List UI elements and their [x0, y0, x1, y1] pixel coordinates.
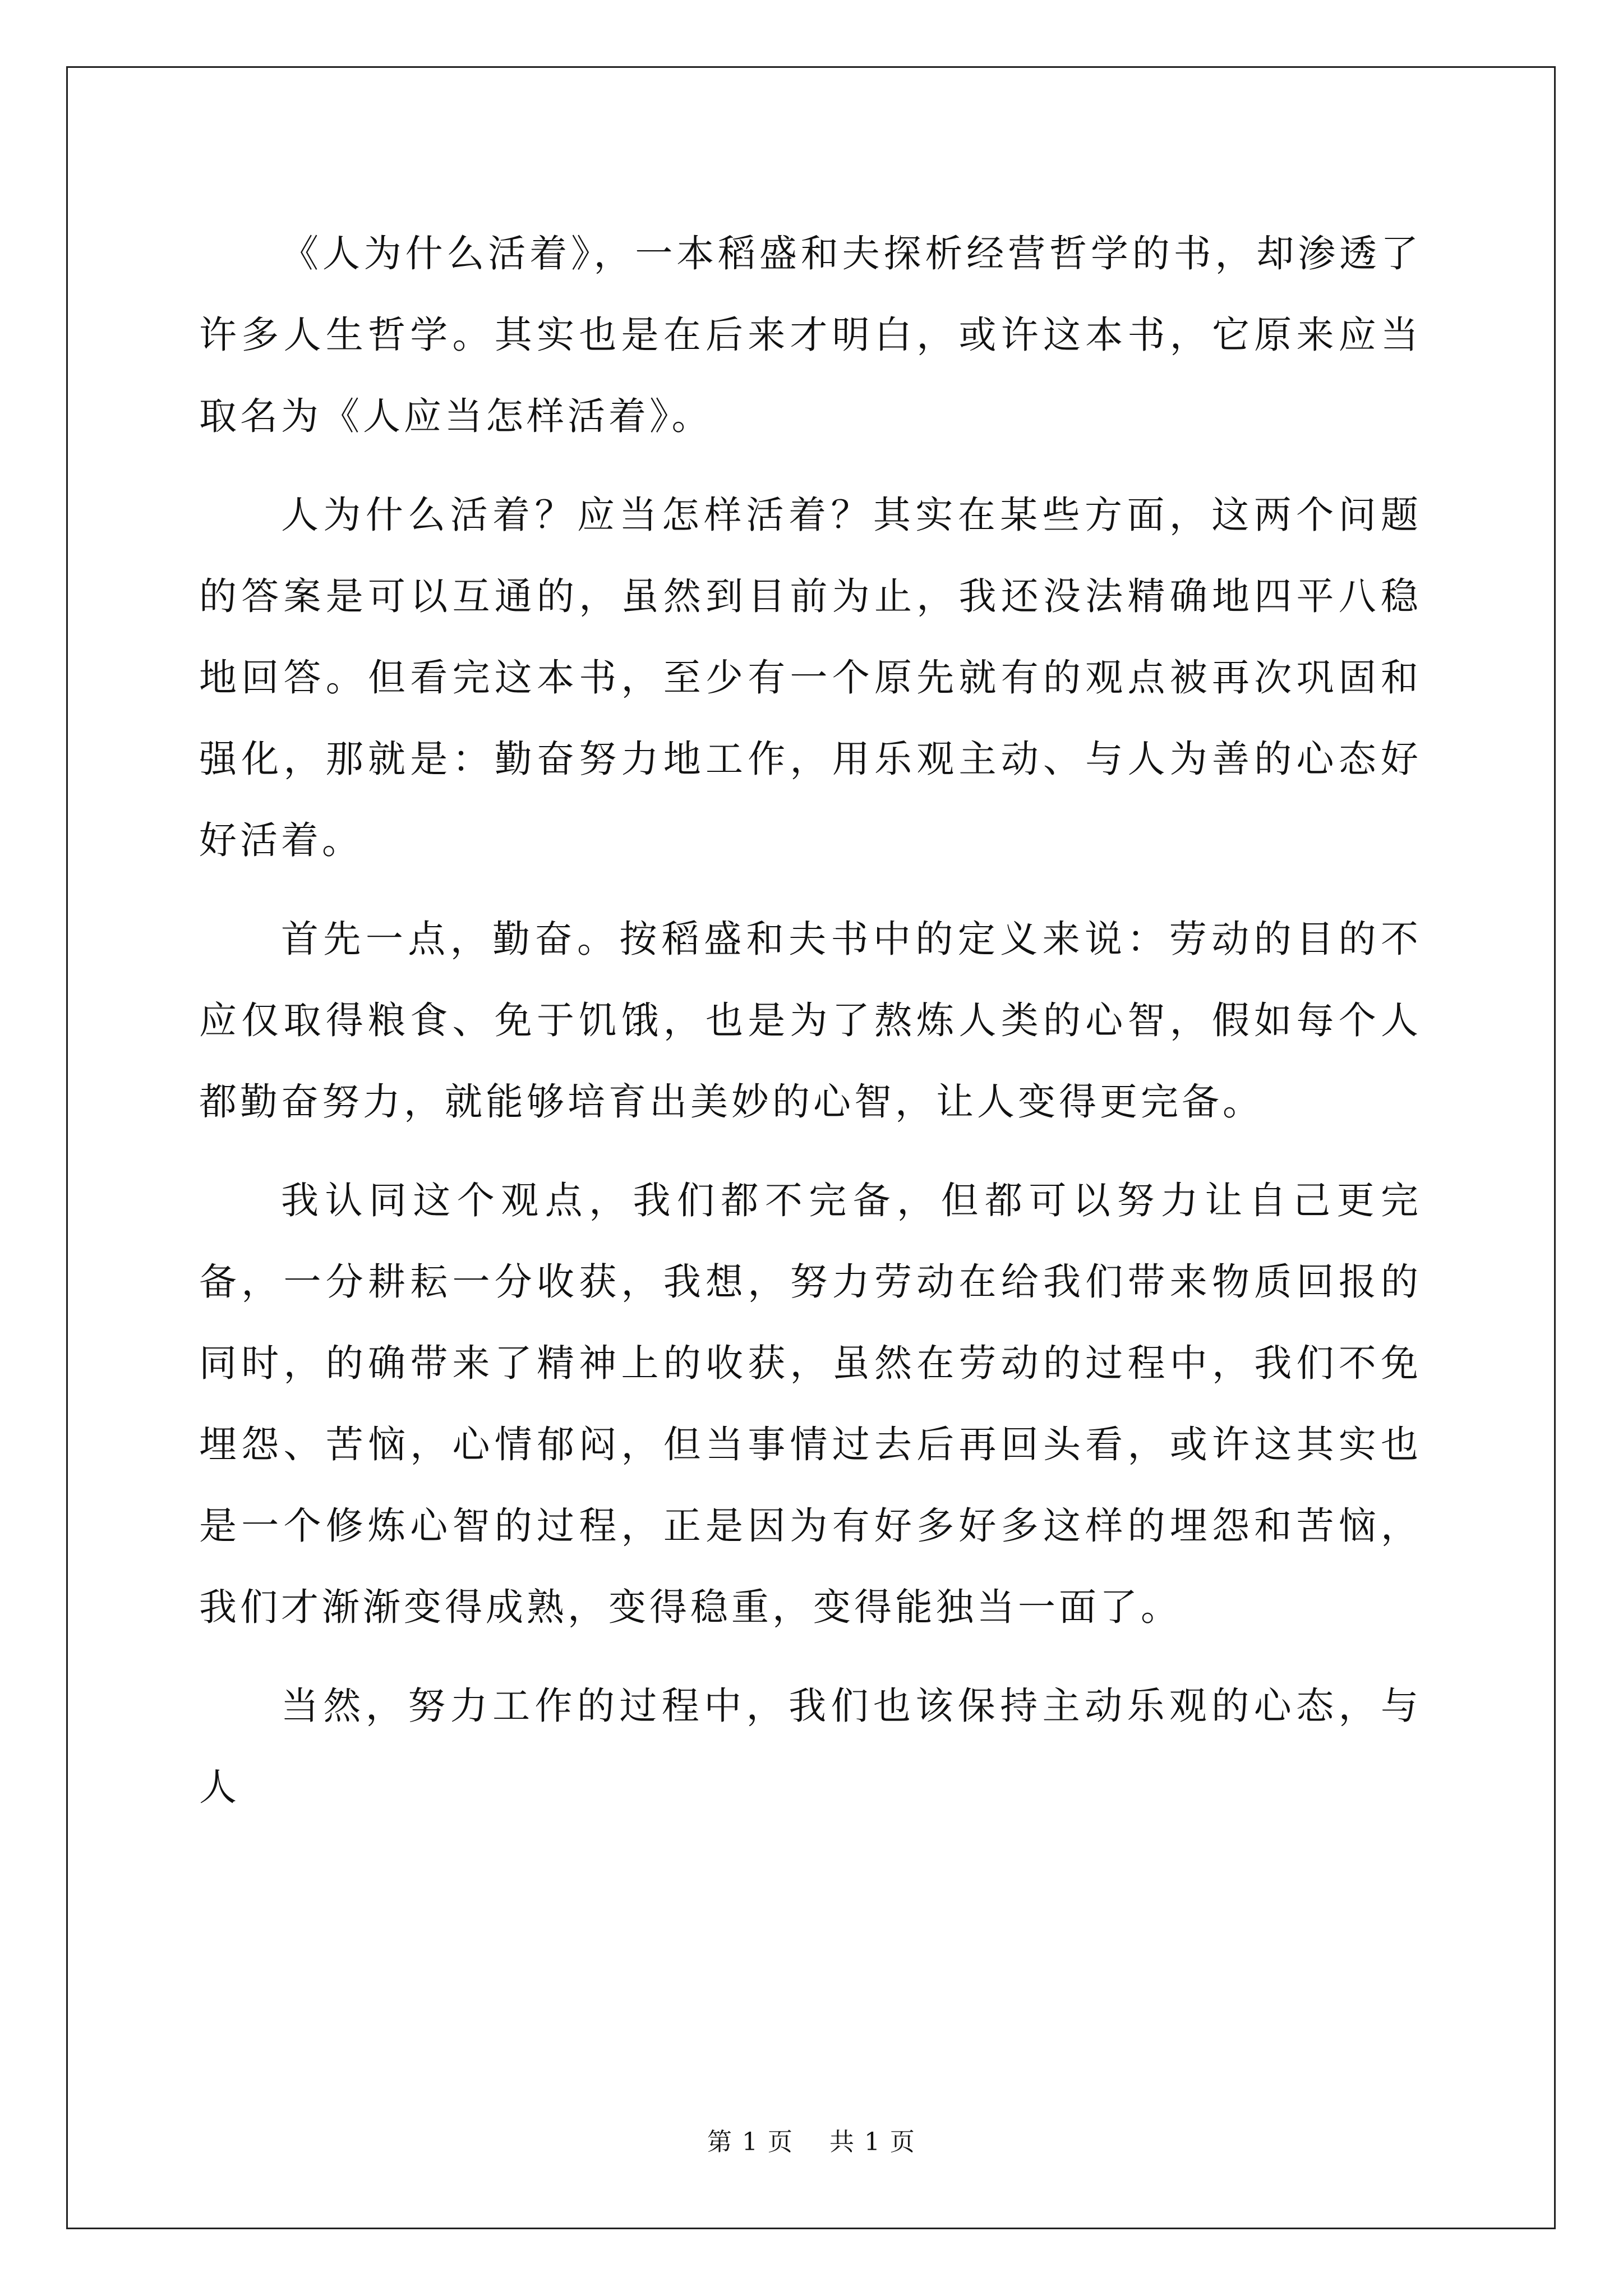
paragraph: 首先一点，勤奋。按稻盛和夫书中的定义来说：劳动的目的不应仅取得粮食、免于饥饿，也是为了熬炼人类的心智，假如每个人都勤奋努力，就能够培育出美妙的心智，让人变得更完备。: [199, 917, 1422, 1124]
page-footer: [0, 2122, 1623, 2157]
page-number: 第 1 页: [707, 2128, 794, 2156]
paragraph: 我认同这个观点，我们都不完备，但都可以努力让自己更完备，一分耕耘一分收获，我想，努力劳动在给我们带来物质回报的同时，的确带来了精神上的收获，虽然在劳动的过程中，我们不免埋怨、苦恼，心情郁闷，但当事情过去后再回头看，或许这其实也是一个修炼心智的过程，正是因为有好多好多这样的埋怨和苦恼，我们才渐渐变得成熟，变得稳重，变得能独当一面了。: [199, 1179, 1422, 1629]
paragraph: 人为什么活着？应当怎样活着？其实在某些方面，这两个问题的答案是可以互通的，虽然到目前为止，我还没法精确地四平八稳地回答。但看完这本书，至少有一个原先就有的观点被再次巩固和强化，那就是：勤奋努力地工作，用乐观主动、与人为善的心态好好活着。: [199, 493, 1422, 862]
paragraph: 当然，努力工作的过程中，我们也该保持主动乐观的心态，与人: [199, 1684, 1422, 1809]
page-total: 共 1 页: [829, 2128, 916, 2156]
document-body: [199, 213, 1422, 1846]
paragraph: 《人为什么活着》，一本稻盛和夫探析经营哲学的书，却渗透了许多人生哲学。其实也是在后来才明白，或许这本书，它原来应当取名为《人应当怎样活着》。: [199, 232, 1422, 438]
